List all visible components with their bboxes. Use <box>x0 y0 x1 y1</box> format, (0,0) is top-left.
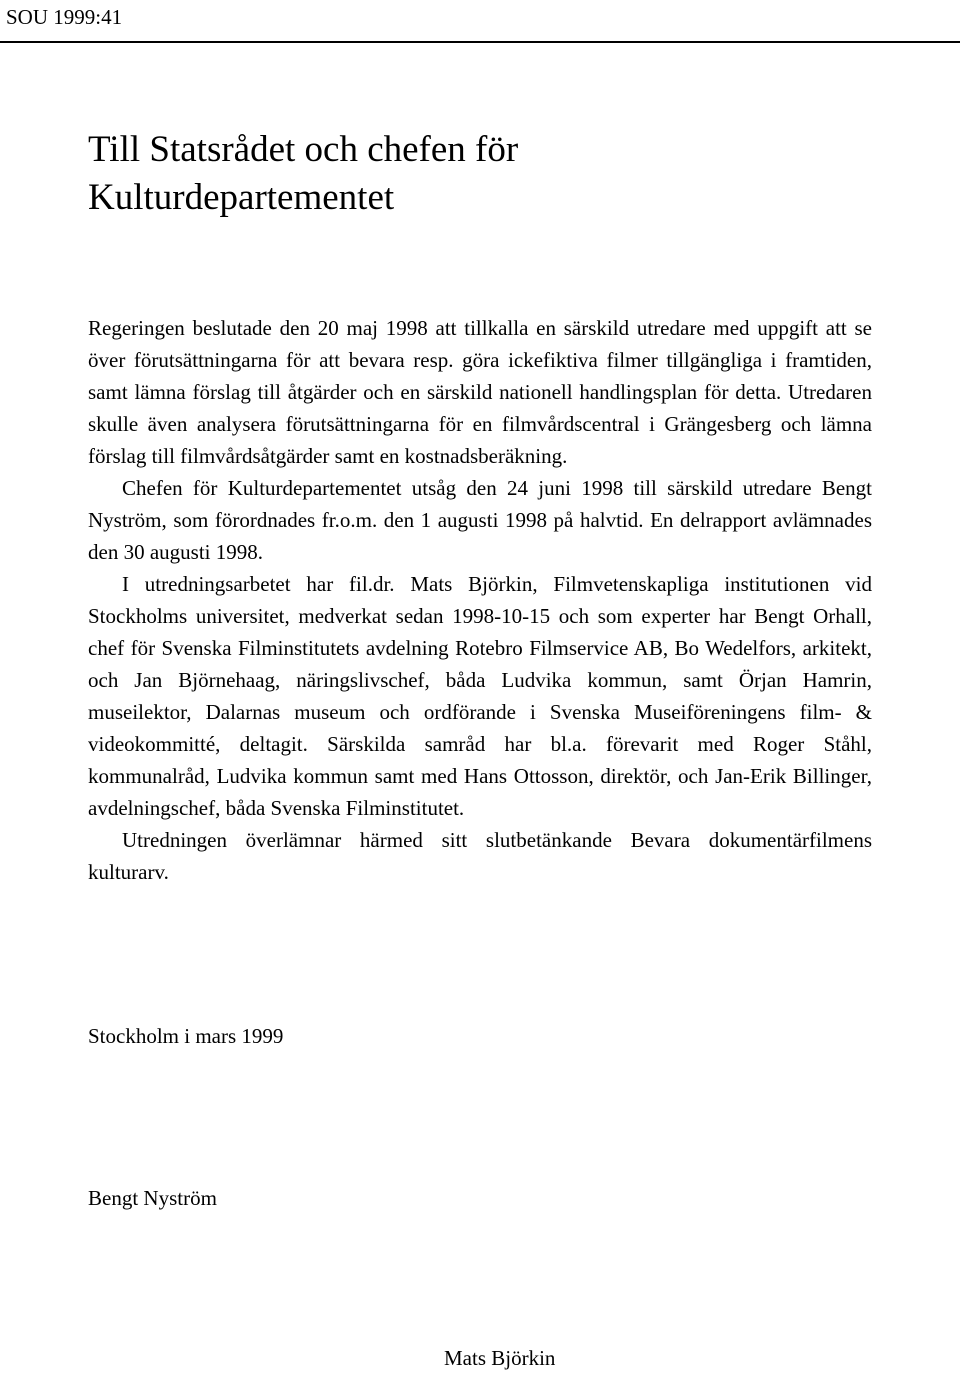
place-and-date: Stockholm i mars 1999 <box>88 1024 284 1048</box>
letter-body <box>88 312 872 888</box>
paragraph-assignment: Regeringen beslutade den 20 maj 1998 att tillkalla en särskild utredare med uppgift att se över förutsättningarna för att bevara resp. göra ickefiktiva filmer tillgängliga i framtiden, samt lämna förslag till åtgärder och en särskild nationell handlingsplan för detta. Utredaren skulle även analysera förutsättningarna för en filmvårdscentral i Grängesberg och lämna förslag till filmvårdsåtgärder samt en kostnadsberäkning. <box>88 316 872 468</box>
signature-mats-bjorkin: Mats Björkin <box>444 1346 556 1370</box>
page-title <box>88 126 888 222</box>
header-rule <box>0 41 960 43</box>
title-line-2: Kulturdepartementet <box>88 177 395 218</box>
title-line-1: Till Statsrådet och chefen för <box>88 129 519 170</box>
paragraph-submission: Utredningen överlämnar härmed sitt slutbetänkande Bevara dokumentärfilmens kulturarv. <box>88 828 872 884</box>
signature-bengt-nystrom: Bengt Nyström <box>88 1186 217 1210</box>
paragraph-participants: I utredningsarbetet har fil.dr. Mats Björkin, Filmvetenskapliga institutionen vid Stockholms universitet, medverkat sedan 1998-10-15 och som experter har Bengt Orhall, chef för Svenska Filminstitutets avdelning Rotebro Filmservice AB, Bo Wedelfors, arkitekt, och Jan Björnehaag, näringslivschef, båda Ludvika kommun, samt Örjan Hamrin, museilektor, Dalarnas museum och ordförande i Svenska Museiföreningens film- & videokommitté, deltagit. Särskilda samråd har bl.a. förevarit med Roger Ståhl, kommunalråd, Ludvika kommun samt med Hans Ottosson, direktör, och Jan-Erik Billinger, avdelningschef, båda Svenska Filminstitutet. <box>88 572 872 820</box>
paragraph-appointment: Chefen för Kulturdepartementet utsåg den 24 juni 1998 till särskild utredare Bengt Nyström, som förordnades fr.o.m. den 1 augusti 1998 på halvtid. En delrapport avlämnades den 30 augusti 1998. <box>88 476 872 564</box>
document-series-header: SOU 1999:41 <box>6 5 123 29</box>
